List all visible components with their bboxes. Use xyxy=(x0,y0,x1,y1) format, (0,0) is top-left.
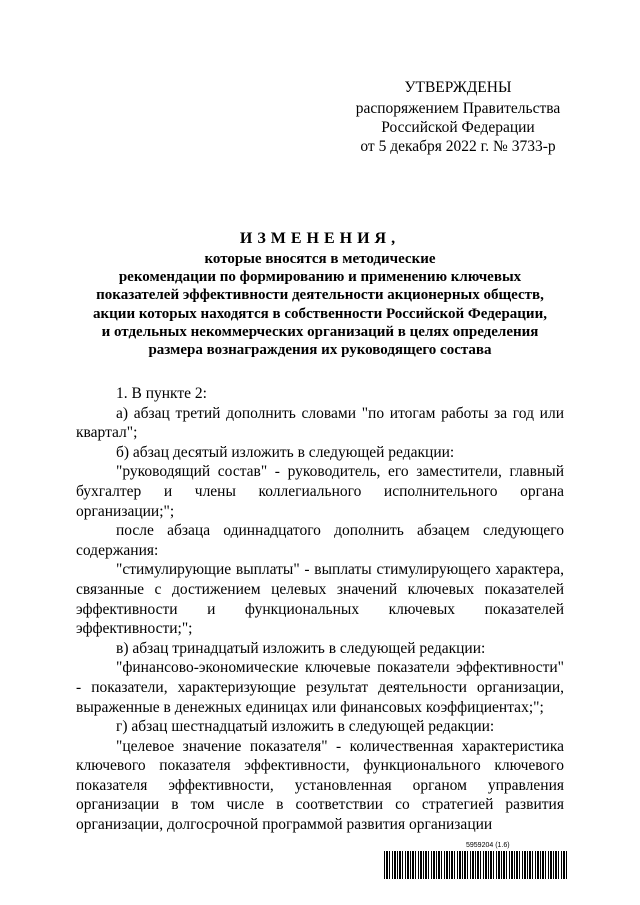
paragraph: "целевое значение показателя" - количественная характеристика ключевого показателя эффективности, функционального ключевого показателя эффективности, установленная органом управления организации в том числе в соответствии со стратегией развития организации, долгосрочной программой развития организации xyxy=(76,737,564,834)
barcode-icon xyxy=(384,851,568,879)
paragraph: а) абзац третий дополнить словами "по итогам работы за год или квартал"; xyxy=(76,404,564,442)
paragraph: "финансово-экономические ключевые показатели эффективности" - показатели, характеризующие результат деятельности организации, выраженные в денежных единицах или финансовых коэффициентах;"; xyxy=(76,659,564,716)
paragraph: 1. В пункте 2: xyxy=(116,385,207,402)
barcode-block xyxy=(384,842,568,882)
approval-line-1: распоряжением Правительства xyxy=(355,100,561,117)
approval-line-2: Российской Федерации xyxy=(381,119,535,136)
subtitle-line: акции которых находятся в собственности Российской Федерации, xyxy=(93,305,547,322)
paragraph: после абзаца одиннадцатого дополнить абзацем следующего содержания: xyxy=(76,522,564,559)
paragraph: "стимулирующие выплаты" - выплаты стимулирующего характера, связанные с достижением целевых значений ключевых показателей эффективности и функциональных ключевых показателей эффективности;"; xyxy=(76,561,564,638)
paragraph: "руководящий состав" - руководитель, его заместители, главный бухгалтер и члены коллегиального исполнительного органа организации;"; xyxy=(76,463,564,520)
document-body xyxy=(76,384,564,835)
paragraph: б) абзац десятый изложить в следующей редакции: xyxy=(116,443,455,461)
approval-line-3: от 5 декабря 2022 г. № 3733-р xyxy=(360,138,556,155)
paragraph: в) абзац тринадцатый изложить в следующей редакции: xyxy=(116,639,486,657)
subtitle-line: размера вознаграждения их руководящего состава xyxy=(148,342,492,359)
subtitle-line: и отдельных некоммерческих организаций в целях определения xyxy=(101,323,539,340)
approval-block xyxy=(338,78,578,156)
barcode-number: 5959204 (1.6) xyxy=(466,842,510,849)
subtitle-line: которые вносятся в методические xyxy=(204,251,436,267)
paragraph: г) абзац шестнадцатый изложить в следующей редакции: xyxy=(116,718,495,736)
document-subtitle xyxy=(70,250,570,359)
document-title: ИЗМЕНЕНИЯ, xyxy=(239,230,401,247)
approval-heading: УТВЕРЖДЕНЫ xyxy=(404,79,512,96)
subtitle-line: рекомендации по формированию и применению ключевых xyxy=(118,269,522,286)
subtitle-line: показателей эффективности деятельности акционерных обществ, xyxy=(96,287,544,304)
